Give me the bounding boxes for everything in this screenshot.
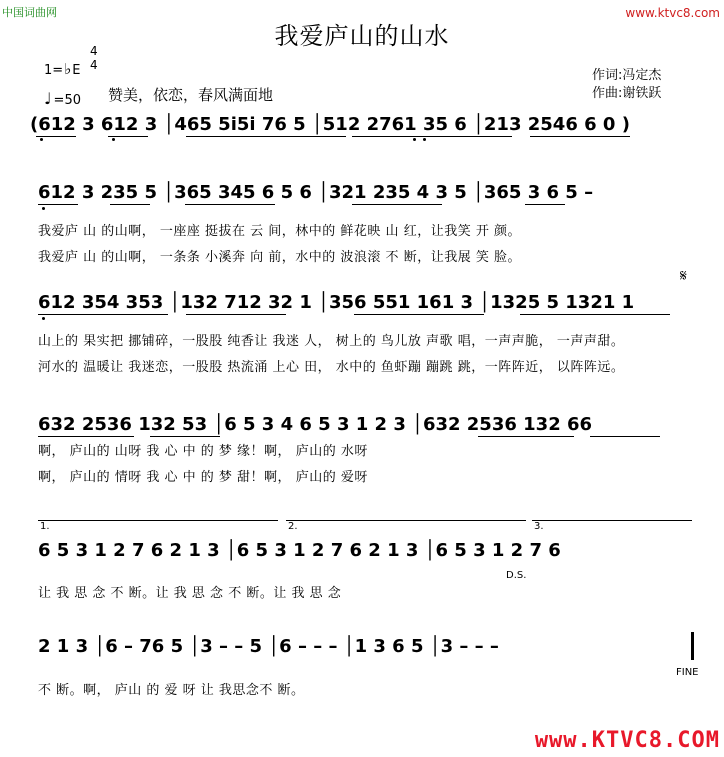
key-letter: E <box>72 63 81 78</box>
lyric-line-2-verse-2: 我爱庐 山 的山啊， 一条条 小溪奔 向 前，水中的 波浪滚 不 断，让我展 笑 脸。 <box>38 250 521 265</box>
beam-line <box>352 204 442 205</box>
lower-octave-dot <box>40 138 43 141</box>
beam-line <box>185 204 275 205</box>
lyric-line-3-verse-1: 山上的 果实把 挪铺碎，一股股 纯香让 我迷 人， 树上的 鸟儿放 声歌 唱，一声声脆， 一声声甜。 <box>38 334 625 349</box>
volta-bracket-2 <box>286 520 526 521</box>
beam-line <box>150 436 220 437</box>
tempo-value: =50 <box>53 93 81 108</box>
lyric-line-5: 让 我 思 念 不 断。让 我 思 念 不 断。让 我 思 念 <box>38 586 342 601</box>
volta-bracket-3 <box>532 520 692 521</box>
volta-2-label: 2. <box>288 521 298 532</box>
lyric-line-2-verse-1: 我爱庐 山 的山啊， 一座座 挺拔在 云 间，林中的 鲜花映 山 红，让我笑 开 颜。 <box>38 224 521 239</box>
lyric-line-4-verse-2: 啊， 庐山的 情呀 我 心 中 的 梦 甜！啊， 庐山的 爱呀 <box>38 470 368 485</box>
beam-line <box>38 314 168 315</box>
segno-icon: 𝄋 <box>680 266 687 285</box>
expression-marking: 赞美，依恋，春风满面地 <box>108 86 274 104</box>
dal-segno-marking: D.S. <box>506 570 527 581</box>
score-line-4-notes: 632 2536 132 53 │6 5 3 4 6 5 3 1 2 3 │632 2536 132 66 <box>38 414 593 435</box>
beam-line <box>186 136 346 137</box>
key-label: 1= <box>44 63 64 78</box>
score-line-2-notes: 612 3 235 5 │365 345 6 5 6 │321 235 4 3 5 │365 3 6 5 – <box>38 182 594 203</box>
beam-line <box>38 436 134 437</box>
time-signature-top: 4 <box>90 44 98 58</box>
tempo-marking <box>44 89 81 108</box>
composer-credit: 作曲:谢铁跃 <box>592 86 662 101</box>
volta-3-label: 3. <box>534 521 544 532</box>
beam-line <box>354 314 484 315</box>
volta-1-label: 1. <box>40 521 50 532</box>
lower-octave-dot <box>42 207 45 210</box>
score-line-5-notes: 6 5 3 1 2 7 6 2 1 3 │6 5 3 1 2 7 6 2 1 3 │6 5 3 1 2 7 6 <box>38 540 561 561</box>
lyric-line-3-verse-2: 河水的 温暖让 我迷恋，一股股 热流涌 上心 田， 水中的 鱼虾蹦 蹦跳 跳，一阵阵近， 以阵阵远。 <box>38 360 625 375</box>
site-watermark: www.KTVC8.COM <box>534 728 720 753</box>
lower-octave-dot <box>42 317 45 320</box>
lower-octave-dot <box>423 138 426 141</box>
beam-line <box>186 314 286 315</box>
time-signature-bottom: 4 <box>90 58 98 72</box>
score-line-3-notes: 612 354 353 │132 712 32 1 │356 551 161 3 │1325 5 1321 1 <box>38 292 635 313</box>
time-signature <box>90 44 98 72</box>
beam-line <box>530 136 630 137</box>
song-title: 我爱庐山的山水 <box>274 22 450 50</box>
volta-bracket-1 <box>38 520 278 521</box>
lyric-line-4-verse-1: 啊， 庐山的 山呀 我 心 中 的 梦 缘！啊， 庐山的 水呀 <box>38 444 368 459</box>
lower-octave-dot <box>413 138 416 141</box>
lower-octave-dot <box>112 138 115 141</box>
beam-line <box>110 204 150 205</box>
site-url-right[interactable]: www.ktvc8.com <box>625 6 720 20</box>
lyricist-credit: 作词:冯定杰 <box>592 68 662 83</box>
beam-line <box>36 136 76 137</box>
beam-line <box>525 204 565 205</box>
flat-icon: ♭ <box>64 60 72 78</box>
final-barline <box>691 632 694 660</box>
beam-line <box>478 436 574 437</box>
quarter-note-icon: ♩ <box>44 89 52 108</box>
score-line-1-notes: (612 3 612 3 │465 5i5i 76 5 │512 2761 35 6 │213 2546 6 0 ) <box>30 114 630 135</box>
fine-marking: FINE <box>676 667 699 678</box>
beam-line <box>108 136 148 137</box>
beam-line <box>352 136 512 137</box>
beam-line <box>520 314 670 315</box>
beam-line <box>590 436 660 437</box>
beam-line <box>38 204 78 205</box>
key-signature <box>44 60 80 78</box>
site-name-left: 中国词曲网 <box>2 6 57 19</box>
lyric-line-6: 不 断。啊， 庐山 的 爱 呀 让 我思念不 断。 <box>38 683 305 698</box>
score-line-6-notes: 2 1 3 │6 – 76 5 │3 – – 5 │6 – – – │1 3 6 5 │3 – – – <box>38 636 499 657</box>
